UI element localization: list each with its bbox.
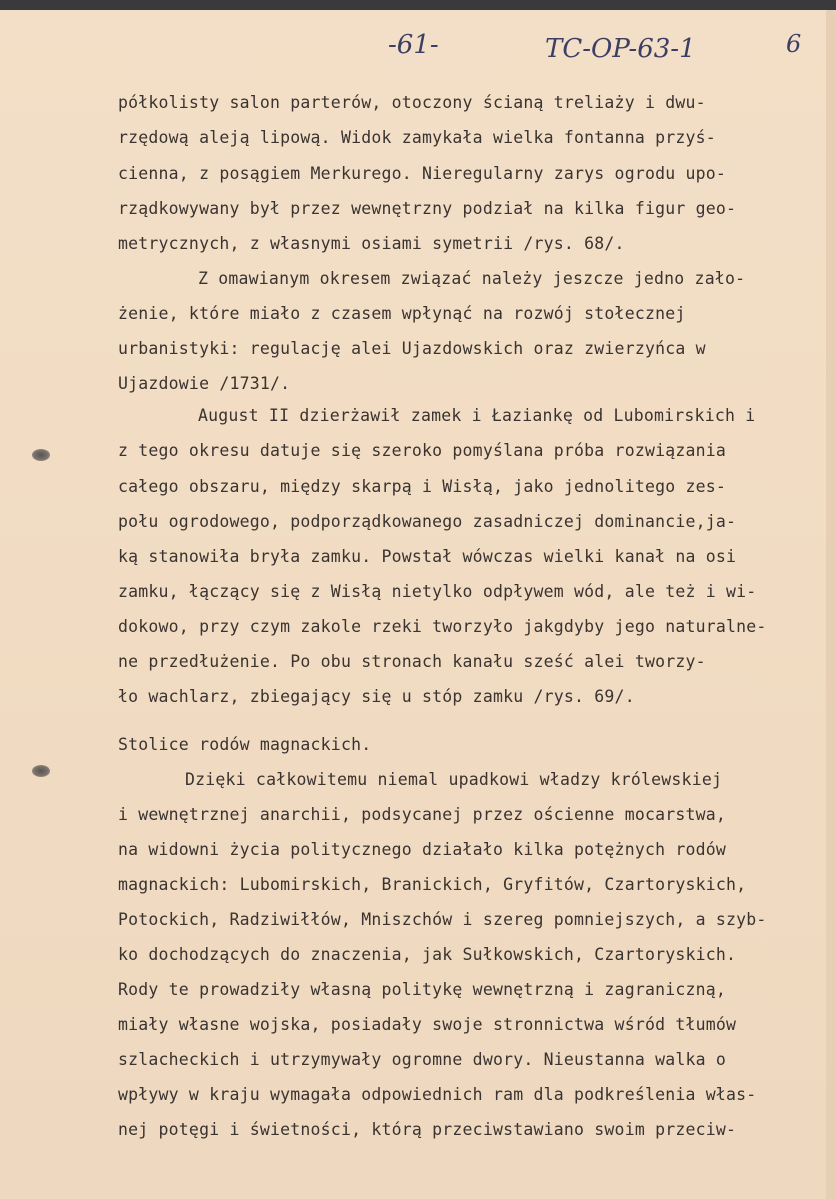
text-line: na widowni życia politycznego działało kilka potężnych rodów xyxy=(118,840,727,859)
text-line: zamku, łączący się z Wisłą nietylko odpływem wód, ale też i wi- xyxy=(118,582,757,601)
reference-code: TC-OP-63-1 xyxy=(545,34,696,64)
text-line: metrycznych, z własnymi osiami symetrii /rys. 68/. xyxy=(118,234,625,253)
text-line: August II dzierżawił zamek i Łaziankę od Lubomirskich i xyxy=(198,406,756,425)
text-line: Z omawianym okresem związać należy jeszcze jedno zało- xyxy=(198,269,746,288)
text-line: cienna, z posągiem Merkurego. Nieregularny zarys ogrodu upo- xyxy=(118,164,727,183)
text-line: ką stanowiła bryła zamku. Powstał wówczas wielki kanał na osi xyxy=(118,547,737,566)
text-line: magnackich: Lubomirskich, Branickich, Gryfitów, Czartoryskich, xyxy=(118,875,747,894)
text-line: i wewnętrznej anarchii, podsycanej przez ościenne mocarstwa, xyxy=(118,805,727,824)
corner-number: 6 xyxy=(786,30,802,58)
text-line: całego obszaru, między skarpą i Wisłą, jako jednolitego zes- xyxy=(118,477,727,496)
text-line: nej potęgi i świetności, którą przeciwstawiano swoim przeciw- xyxy=(118,1120,737,1139)
text-line: dokowo, przy czym zakole rzeki tworzyło jakgdyby jego naturalne- xyxy=(118,617,767,636)
text-line: ło wachlarz, zbiegający się u stóp zamku /rys. 69/. xyxy=(118,687,635,706)
page-number: -61- xyxy=(388,30,439,60)
text-line: miały własne wojska, posiadały swoje stronnictwa wśród tłumów xyxy=(118,1015,737,1034)
text-line: wpływy w kraju wymagała odpowiednich ram dla podkreślenia włas- xyxy=(118,1085,757,1104)
text-line: rządkowywany był przez wewnętrzny podział na kilka figur geo- xyxy=(118,199,737,218)
text-line: Rody te prowadziły własną politykę wewnętrzną i zagraniczną, xyxy=(118,980,727,999)
text-line: połu ogrodowego, podporządkowanego zasadniczej dominancie,ja- xyxy=(118,512,737,531)
text-line: szlacheckich i utrzymywały ogromne dwory. Nieustanna walka o xyxy=(118,1050,727,1069)
text-line: półkolisty salon parterów, otoczony ścianą treliaży i dwu- xyxy=(118,93,706,112)
text-line: rzędową aleją lipową. Widok zamykała wielka fontanna przyś- xyxy=(118,128,716,147)
text-line: ne przedłużenie. Po obu stronach kanału sześć alei tworzy- xyxy=(118,652,706,671)
text-line: żenie, które miało z czasem wpłynąć na rozwój stołecznej xyxy=(118,304,686,323)
text-line: ko dochodzących do znaczenia, jak Sułkowskich, Czartoryskich. xyxy=(118,945,737,964)
section-heading: Stolice rodów magnackich. xyxy=(118,735,372,754)
text-line: Dzięki całkowitemu niemal upadkowi władzy królewskiej xyxy=(185,770,723,789)
text-line: Potockich, Radziwiłłów, Mniszchów i szereg pomniejszych, a szyb- xyxy=(118,910,767,929)
text-line: z tego okresu datuje się szeroko pomyślana próba rozwiązania xyxy=(118,441,727,460)
text-line: urbanistyki: regulację alei Ujazdowskich oraz zwierzyńca w xyxy=(118,339,706,358)
text-line: Ujazdowie /1731/. xyxy=(118,374,291,393)
